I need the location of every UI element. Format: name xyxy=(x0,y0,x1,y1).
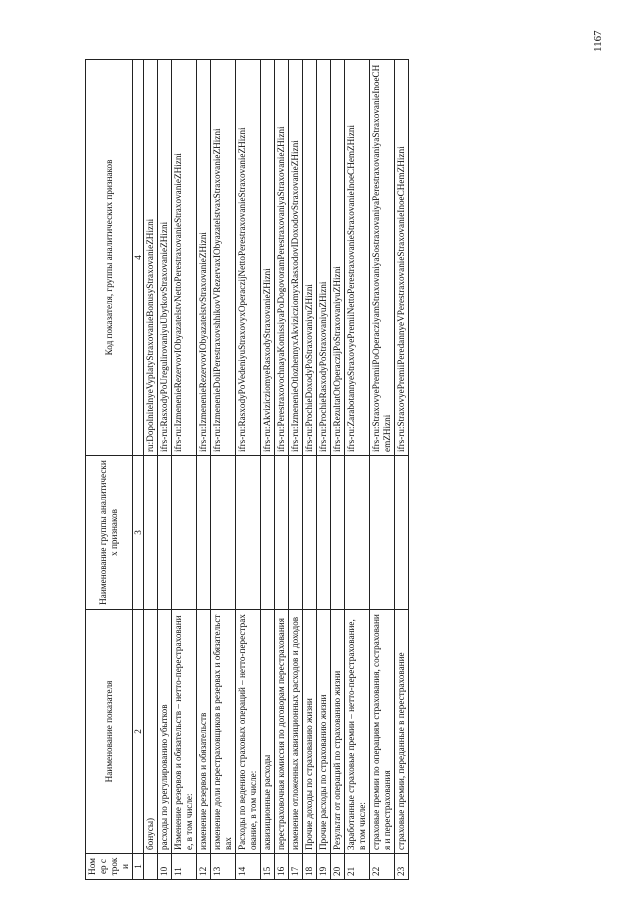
group-name xyxy=(158,456,172,610)
group-name xyxy=(236,456,261,610)
row-number: 11 xyxy=(172,854,197,880)
indicator-code: ifrs-ru:RasxodyPoVedeniyuStraxovyxOperaczijNettoPerestraxovanieStraxovanieZHizni xyxy=(236,60,261,456)
column-number: 1 xyxy=(133,854,144,880)
indicator-code: ifrs-ru:ProchieDoxodyPoStraxovaniyuZHizni xyxy=(303,60,317,456)
table-row xyxy=(345,60,370,880)
column-number: 2 xyxy=(133,610,144,854)
indicator-code: ifrs-ru:StraxovyePremiiPoOperacziyamStraxovaniyaSostraxovaniyaPerestraxovaniyaStraxovanieInoeCHemZHizni xyxy=(370,60,395,456)
header-indicator-name: Наименование показателя xyxy=(86,610,133,854)
indicator-name: изменение резервов и обязательств xyxy=(197,610,211,854)
indicator-name: Изменение резервов и обязательств – нетто-перестрахование, в том числе: xyxy=(172,610,197,854)
row-number xyxy=(144,854,158,880)
row-number: 13 xyxy=(211,854,236,880)
row-number: 14 xyxy=(236,854,261,880)
column-number: 4 xyxy=(133,60,144,456)
header-row-number: Номер строки xyxy=(86,854,133,880)
header-indicator-code: Код показателя, группы аналитических признаков xyxy=(86,60,133,456)
column-number-row xyxy=(133,60,144,880)
row-number: 18 xyxy=(303,854,317,880)
indicator-name: изменение доли перестраховщиков в резервах и обязательствах xyxy=(211,610,236,854)
indicator-name: Результат от операций по страхованию жизни xyxy=(331,610,345,854)
group-name xyxy=(370,456,395,610)
table-header-row xyxy=(86,60,133,880)
indicator-name: изменение отложенных аквизиционных расходов и доходов xyxy=(289,610,303,854)
row-number: 17 xyxy=(289,854,303,880)
group-name xyxy=(303,456,317,610)
table-row xyxy=(236,60,261,880)
group-name xyxy=(317,456,331,610)
group-name xyxy=(197,456,211,610)
table-row xyxy=(172,60,197,880)
indicator-name: аквизиционные расходы xyxy=(261,610,275,854)
table-row xyxy=(370,60,395,880)
group-name xyxy=(395,456,409,610)
page-number: 1167 xyxy=(592,30,604,52)
indicator-table xyxy=(85,59,409,880)
indicator-name: Прочие расходы по страхованию жизни xyxy=(317,610,331,854)
row-number: 16 xyxy=(275,854,289,880)
indicator-code: ru:DopolnitelnyeVyplatyStraxovanieBonusyStraxovanieZHizni xyxy=(144,60,158,456)
indicator-name: Прочие доходы по страхованию жизни xyxy=(303,610,317,854)
indicator-code: ifrs-ru:RezultatOtOperaczijPoStraxovaniyuZHizni xyxy=(331,60,345,456)
indicator-name: страховые премии, переданные в перестрахование xyxy=(395,610,409,854)
row-number: 20 xyxy=(331,854,345,880)
group-name xyxy=(172,456,197,610)
row-number: 22 xyxy=(370,854,395,880)
group-name xyxy=(331,456,345,610)
table-row xyxy=(289,60,303,880)
group-name xyxy=(261,456,275,610)
indicator-name: Расходы по ведению страховых операций – нетто-перестрахование, в том числе: xyxy=(236,610,261,854)
table-row xyxy=(144,60,158,880)
indicator-name: бонусы) xyxy=(144,610,158,854)
row-number: 10 xyxy=(158,854,172,880)
indicator-name: перестраховочная комиссия по договорам перестрахования xyxy=(275,610,289,854)
document-page xyxy=(85,60,605,880)
indicator-name: расходы по урегулированию убытков xyxy=(158,610,172,854)
group-name xyxy=(275,456,289,610)
group-name xyxy=(289,456,303,610)
table-row xyxy=(211,60,236,880)
table-body xyxy=(144,60,409,880)
table-row xyxy=(275,60,289,880)
table-row xyxy=(261,60,275,880)
row-number: 23 xyxy=(395,854,409,880)
indicator-code: ifrs-ru:IzmenenieDoliPerestraxovshhikovVRezervaxIObyazatelstvaxStraxovanieZHizni xyxy=(211,60,236,456)
indicator-code: ifrs-ru:ProchieRasxodyPoStraxovaniyuZHizni xyxy=(317,60,331,456)
indicator-code: ifrs-ru:IzmenenieRezervovIObyazatelstvNettoPerestraxovanieStraxovanieZHizni xyxy=(172,60,197,456)
table-row xyxy=(317,60,331,880)
group-name xyxy=(211,456,236,610)
indicator-code: ifrs-ru:IzmenenieOtlozhennyxAkvizicziomyxRasxodovIDoxodovStraxovanieZHizni xyxy=(289,60,303,456)
table-row xyxy=(197,60,211,880)
row-number: 15 xyxy=(261,854,275,880)
table-row xyxy=(395,60,409,880)
header-group-name: Наименование группы аналитических признаков xyxy=(86,456,133,610)
column-number: 3 xyxy=(133,456,144,610)
group-name xyxy=(345,456,370,610)
row-number: 19 xyxy=(317,854,331,880)
indicator-name: Заработанные страховые премии – нетто-перестрахование, в том числе: xyxy=(345,610,370,854)
indicator-code: ifrs-ru:RasxodyPoUregulirovaniyuUbytkovStraxovanieZHizni xyxy=(158,60,172,456)
table-row xyxy=(331,60,345,880)
table-row xyxy=(303,60,317,880)
indicator-code: ifrs-ru:StraxovyePremiiPeredannyeVPerestraxovanieStraxovanieInoeCHemZHizni xyxy=(395,60,409,456)
row-number: 21 xyxy=(345,854,370,880)
indicator-code: ifrs-ru:PerestraxovochnayaKomissiyaPoDogovoramPerestraxovaniyaStraxovanieZHizni xyxy=(275,60,289,456)
row-number: 12 xyxy=(197,854,211,880)
group-name xyxy=(144,456,158,610)
indicator-code: ifrs-ru:IzmenenieRezervovIObyazatelstvStraxovanieZHizni xyxy=(197,60,211,456)
indicator-code: ifrs-ru:ZarabotannyeStraxovyePremiiNettoPerestraxovanieStraxovanieInoeCHemZHizni xyxy=(345,60,370,456)
indicator-name: страховые премии по операциям страхования, сострахования и перестрахования xyxy=(370,610,395,854)
indicator-code: ifrs-ru:AkvizicziomyeRasxodyStraxovanieZHizni xyxy=(261,60,275,456)
table-row xyxy=(158,60,172,880)
